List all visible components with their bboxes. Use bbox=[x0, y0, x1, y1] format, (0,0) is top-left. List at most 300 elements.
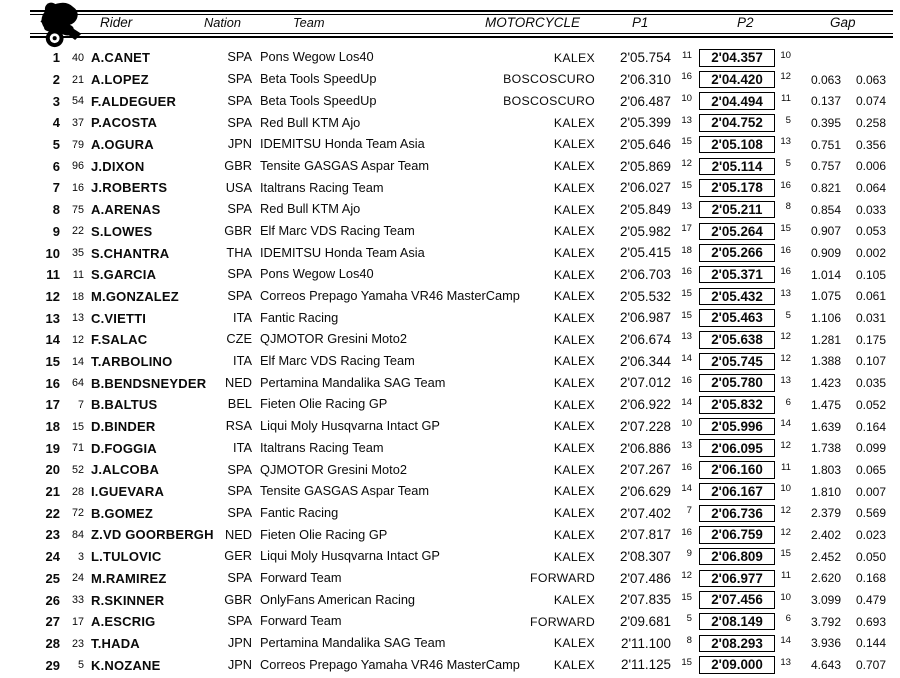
gap-leader-cell: 0.757 bbox=[810, 159, 841, 174]
position-cell: 22 bbox=[45, 505, 60, 521]
p2-laps-cell: 15 bbox=[780, 223, 791, 234]
motorcycle-cell: KALEX bbox=[553, 180, 595, 195]
team-cell: Red Bull KTM Ajo bbox=[260, 114, 361, 130]
result-row bbox=[2, 307, 891, 329]
team-cell: Fieten Olie Racing GP bbox=[260, 396, 388, 412]
team-cell: Forward Team bbox=[260, 569, 342, 585]
nation-cell: GBR bbox=[224, 222, 252, 238]
nation-cell: SPA bbox=[227, 569, 252, 585]
team-cell: Liqui Moly Husqvarna Intact GP bbox=[260, 418, 440, 434]
position-cell: 28 bbox=[45, 635, 60, 651]
nation-cell: SPA bbox=[227, 114, 252, 130]
team-cell: Elf Marc VDS Racing Team bbox=[260, 222, 415, 238]
rider-name-cell: T.ARBOLINO bbox=[91, 354, 173, 368]
rider-number-cell: 15 bbox=[71, 420, 84, 433]
gap-prev-cell: 0.035 bbox=[855, 376, 886, 391]
result-row bbox=[2, 589, 891, 611]
results-table bbox=[2, 47, 891, 676]
team-cell: Tensite GASGAS Aspar Team bbox=[260, 157, 430, 173]
p2-time-box bbox=[693, 244, 775, 262]
p1-laps-cell: 11 bbox=[682, 49, 692, 61]
p2-best-time: 2'05.463 bbox=[699, 309, 775, 327]
rider-name-cell: R.SKINNER bbox=[91, 593, 165, 607]
column-header-p1: P1 bbox=[632, 15, 649, 30]
position-cell: 15 bbox=[45, 353, 60, 369]
motorcycle-cell: KALEX bbox=[553, 224, 595, 239]
gap-prev-cell: 0.050 bbox=[855, 549, 886, 564]
rider-name-cell: A.CANET bbox=[91, 51, 151, 65]
p1-time-cell: 2'07.817 bbox=[620, 527, 671, 543]
rider-name-cell: J.ALCOBA bbox=[91, 463, 160, 477]
p2-laps-cell: 10 bbox=[780, 49, 791, 61]
nation-cell: BEL bbox=[227, 396, 252, 412]
result-row bbox=[2, 351, 891, 373]
position-cell: 26 bbox=[45, 592, 60, 608]
gap-leader-cell: 1.803 bbox=[810, 462, 841, 477]
motorcycle-cell: KALEX bbox=[553, 310, 595, 325]
result-row bbox=[2, 134, 891, 156]
team-cell: Pons Wegow Los40 bbox=[260, 266, 374, 282]
position-cell: 11 bbox=[46, 267, 60, 283]
header-top-rule-1 bbox=[30, 10, 893, 12]
p1-time-cell: 2'05.849 bbox=[620, 201, 671, 217]
p1-time-cell: 2'06.487 bbox=[620, 93, 671, 109]
position-cell: 16 bbox=[45, 375, 60, 391]
p2-best-time: 2'05.832 bbox=[699, 396, 775, 414]
p2-laps-cell: 6 bbox=[785, 396, 791, 408]
p1-laps-cell: 13 bbox=[681, 114, 692, 126]
p2-time-box bbox=[693, 92, 775, 110]
p2-laps-cell: 10 bbox=[780, 591, 791, 603]
position-cell: 6 bbox=[52, 158, 60, 174]
gap-prev-cell: 0.258 bbox=[855, 115, 886, 130]
p2-time-box bbox=[693, 331, 775, 349]
gap-leader-cell: 1.014 bbox=[810, 267, 841, 282]
rider-name-cell: A.ARENAS bbox=[91, 203, 161, 217]
rider-number-cell: 24 bbox=[71, 572, 84, 585]
p1-laps-cell: 12 bbox=[681, 570, 692, 581]
rider-number-cell: 14 bbox=[71, 355, 84, 368]
position-cell: 3 bbox=[52, 93, 60, 109]
motorcycle-cell: KALEX bbox=[553, 115, 595, 130]
p2-best-time: 2'05.114 bbox=[699, 158, 775, 176]
motorcycle-rider-icon bbox=[32, 0, 88, 48]
gap-leader-cell: 2.452 bbox=[810, 549, 841, 564]
p2-laps-cell: 12 bbox=[780, 71, 791, 83]
gap-leader-cell: 1.281 bbox=[810, 332, 841, 347]
p2-best-time: 2'05.108 bbox=[699, 136, 775, 154]
p1-laps-cell: 8 bbox=[686, 635, 692, 647]
gap-prev-cell: 0.033 bbox=[855, 202, 886, 217]
p1-time-cell: 2'07.486 bbox=[620, 570, 671, 586]
motorcycle-cell: KALEX bbox=[553, 332, 595, 347]
nation-cell: GER bbox=[224, 548, 252, 564]
result-row bbox=[2, 481, 891, 503]
p2-laps-cell: 12 bbox=[780, 504, 791, 516]
result-row bbox=[2, 546, 891, 568]
p1-time-cell: 2'06.310 bbox=[620, 71, 671, 87]
result-row bbox=[2, 459, 891, 481]
p2-laps-cell: 13 bbox=[780, 136, 791, 148]
p2-time-box bbox=[693, 635, 775, 653]
position-cell: 10 bbox=[45, 245, 60, 261]
p1-time-cell: 2'08.307 bbox=[620, 548, 671, 564]
p2-time-box bbox=[693, 158, 775, 176]
gap-prev-cell: 0.061 bbox=[855, 289, 886, 304]
nation-cell: SPA bbox=[227, 49, 252, 65]
result-row bbox=[2, 155, 891, 177]
p2-time-box bbox=[693, 396, 775, 414]
rider-name-cell: B.GOMEZ bbox=[91, 506, 154, 520]
rider-name-cell: L.TULOVIC bbox=[91, 550, 162, 564]
motorcycle-cell: KALEX bbox=[553, 289, 595, 304]
p2-laps-cell: 10 bbox=[780, 483, 791, 495]
team-cell: Fantic Racing bbox=[260, 309, 339, 325]
position-cell: 21 bbox=[45, 484, 60, 500]
p2-best-time: 2'06.167 bbox=[699, 483, 775, 501]
rider-name-cell: J.DIXON bbox=[91, 159, 145, 173]
p1-laps-cell: 15 bbox=[681, 179, 692, 191]
gap-leader-cell: 1.639 bbox=[810, 419, 841, 434]
p2-laps-cell: 12 bbox=[780, 439, 791, 451]
gap-leader-cell: 1.475 bbox=[810, 397, 841, 412]
gap-leader-cell: 3.792 bbox=[810, 614, 841, 629]
rider-number-cell: 79 bbox=[71, 138, 84, 151]
gap-prev-cell: 0.105 bbox=[855, 267, 886, 282]
position-cell: 27 bbox=[45, 614, 60, 630]
p1-time-cell: 2'06.886 bbox=[620, 440, 671, 456]
p2-time-box bbox=[693, 114, 775, 132]
p2-laps-cell: 13 bbox=[780, 288, 791, 300]
p2-time-box bbox=[693, 483, 775, 501]
gap-prev-cell: 0.065 bbox=[855, 462, 886, 477]
rider-number-cell: 52 bbox=[71, 464, 84, 476]
gap-leader-cell: 1.388 bbox=[810, 354, 841, 369]
p2-laps-cell: 5 bbox=[785, 114, 791, 126]
gap-prev-cell: 0.063 bbox=[855, 72, 886, 87]
p2-laps-cell: 5 bbox=[785, 157, 791, 169]
gap-leader-cell: 2.402 bbox=[810, 527, 841, 542]
result-row bbox=[2, 69, 891, 91]
p1-time-cell: 2'06.674 bbox=[620, 332, 671, 348]
position-cell: 5 bbox=[52, 137, 60, 153]
p1-laps-cell: 7 bbox=[686, 504, 692, 516]
motorcycle-cell: KALEX bbox=[553, 397, 595, 412]
p1-time-cell: 2'06.703 bbox=[620, 267, 671, 283]
rider-name-cell: F.SALAC bbox=[91, 333, 148, 347]
gap-prev-cell: 0.164 bbox=[855, 419, 886, 434]
position-cell: 24 bbox=[45, 549, 60, 565]
rider-number-cell: 40 bbox=[71, 51, 84, 64]
rider-number-cell: 96 bbox=[71, 160, 84, 173]
motorcycle-cell: KALEX bbox=[553, 202, 595, 217]
rider-name-cell: J.ROBERTS bbox=[91, 181, 168, 195]
team-cell: Correos Prepago Yamaha VR46 MasterCamp bbox=[260, 656, 520, 672]
p2-laps-cell: 14 bbox=[780, 635, 791, 647]
p2-time-box bbox=[693, 374, 775, 392]
p2-laps-cell: 16 bbox=[780, 179, 791, 191]
nation-cell: THA bbox=[226, 244, 252, 260]
p1-time-cell: 2'06.629 bbox=[620, 483, 671, 499]
motorcycle-cell: FORWARD bbox=[530, 614, 595, 629]
rider-name-cell: B.BENDSNEYDER bbox=[91, 376, 207, 390]
gap-prev-cell: 0.569 bbox=[855, 506, 886, 521]
gap-prev-cell: 0.074 bbox=[855, 94, 886, 109]
result-row bbox=[2, 568, 891, 590]
nation-cell: JPN bbox=[227, 635, 252, 650]
p2-time-box bbox=[693, 570, 775, 588]
gap-prev-cell: 0.099 bbox=[855, 441, 886, 456]
result-row bbox=[2, 199, 891, 221]
rider-number-cell: 5 bbox=[77, 659, 84, 672]
p1-laps-cell: 5 bbox=[686, 613, 692, 625]
motorcycle-cell: KALEX bbox=[553, 657, 595, 672]
position-cell: 1 bbox=[52, 50, 60, 66]
p2-time-box bbox=[693, 49, 775, 67]
team-cell: Forward Team bbox=[260, 613, 342, 629]
rider-name-cell: P.ACOSTA bbox=[91, 116, 158, 130]
p1-time-cell: 2'11.100 bbox=[621, 635, 671, 651]
p1-laps-cell: 15 bbox=[681, 656, 692, 668]
motorcycle-cell: KALEX bbox=[553, 462, 595, 477]
p2-time-box bbox=[693, 656, 775, 674]
result-row bbox=[2, 394, 891, 416]
p2-best-time: 2'05.638 bbox=[699, 331, 775, 349]
rider-name-cell: A.ESCRIG bbox=[91, 615, 156, 629]
rider-number-cell: 35 bbox=[71, 247, 84, 260]
rider-number-cell: 75 bbox=[71, 203, 84, 216]
gap-leader-cell: 2.379 bbox=[810, 506, 841, 521]
result-row bbox=[2, 524, 891, 546]
p2-time-box bbox=[693, 288, 775, 306]
rider-number-cell: 22 bbox=[71, 225, 84, 238]
motorcycle-cell: KALEX bbox=[553, 441, 595, 456]
p1-time-cell: 2'06.922 bbox=[620, 397, 671, 413]
team-cell: IDEMITSU Honda Team Asia bbox=[260, 136, 425, 152]
rider-name-cell: A.LOPEZ bbox=[91, 73, 149, 87]
gap-prev-cell: 0.168 bbox=[855, 571, 886, 586]
p1-laps-cell: 16 bbox=[681, 71, 692, 83]
p2-best-time: 2'05.371 bbox=[699, 266, 775, 284]
p2-time-box bbox=[693, 505, 775, 523]
p2-laps-cell: 5 bbox=[785, 309, 791, 321]
p2-best-time: 2'07.456 bbox=[699, 591, 775, 609]
nation-cell: SPA bbox=[227, 461, 252, 477]
result-row bbox=[2, 112, 891, 134]
team-cell: QJMOTOR Gresini Moto2 bbox=[260, 461, 407, 477]
rider-name-cell: D.BINDER bbox=[91, 420, 156, 434]
gap-prev-cell: 0.707 bbox=[855, 658, 886, 673]
gap-leader-cell: 0.907 bbox=[810, 224, 841, 239]
team-cell: Fieten Olie Racing GP bbox=[260, 526, 388, 542]
p1-laps-cell: 14 bbox=[681, 483, 692, 495]
p2-best-time: 2'05.266 bbox=[699, 244, 775, 262]
p2-time-box bbox=[693, 418, 775, 436]
p2-laps-cell: 13 bbox=[780, 656, 791, 668]
rider-name-cell: T.HADA bbox=[91, 636, 140, 650]
p2-time-box bbox=[693, 353, 775, 371]
position-cell: 2 bbox=[52, 72, 60, 88]
p2-best-time: 2'06.736 bbox=[699, 505, 775, 523]
team-cell: Correos Prepago Yamaha VR46 MasterCamp bbox=[260, 288, 520, 303]
nation-cell: USA bbox=[225, 179, 252, 195]
rider-number-cell: 72 bbox=[71, 507, 84, 520]
gap-prev-cell: 0.023 bbox=[855, 527, 886, 542]
p1-time-cell: 2'05.982 bbox=[620, 223, 671, 239]
team-cell: Fantic Racing bbox=[260, 504, 339, 520]
nation-cell: SPA bbox=[227, 266, 252, 282]
rider-name-cell: I.GUEVARA bbox=[91, 485, 165, 499]
p2-laps-cell: 16 bbox=[780, 266, 791, 278]
result-row bbox=[2, 242, 891, 264]
motorcycle-cell: KALEX bbox=[553, 50, 595, 65]
motorcycle-cell: KALEX bbox=[553, 267, 595, 282]
motorcycle-cell: BOSCOSCURO bbox=[503, 94, 595, 109]
p1-laps-cell: 16 bbox=[681, 266, 692, 278]
motorcycle-cell: KALEX bbox=[553, 636, 595, 651]
column-header-motorcycle: MOTORCYCLE bbox=[485, 15, 581, 30]
result-row bbox=[2, 47, 891, 69]
column-header-team: Team bbox=[293, 15, 325, 30]
p2-best-time: 2'08.293 bbox=[699, 635, 775, 653]
gap-prev-cell: 0.175 bbox=[855, 332, 886, 347]
nation-cell: ITA bbox=[233, 439, 252, 455]
p2-time-box bbox=[693, 223, 775, 241]
p1-time-cell: 2'07.267 bbox=[620, 462, 671, 478]
position-cell: 19 bbox=[45, 440, 60, 456]
nation-cell: RSA bbox=[225, 418, 252, 434]
p2-best-time: 2'05.996 bbox=[699, 418, 775, 436]
rider-name-cell: M.RAMIREZ bbox=[91, 571, 167, 585]
motorcycle-cell: KALEX bbox=[553, 549, 595, 564]
p1-time-cell: 2'09.681 bbox=[620, 614, 671, 630]
p2-laps-cell: 11 bbox=[781, 92, 791, 104]
motorcycle-cell: KALEX bbox=[553, 245, 595, 260]
motorcycle-cell: BOSCOSCURO bbox=[503, 72, 595, 87]
p1-laps-cell: 12 bbox=[681, 157, 692, 169]
rider-number-cell: 71 bbox=[71, 442, 84, 455]
team-cell: IDEMITSU Honda Team Asia bbox=[260, 244, 425, 260]
rider-name-cell: S.GARCIA bbox=[91, 268, 157, 282]
nation-cell: ITA bbox=[233, 309, 252, 325]
motorcycle-cell: KALEX bbox=[553, 376, 595, 390]
p2-best-time: 2'06.977 bbox=[699, 570, 775, 588]
gap-leader-cell: 3.936 bbox=[810, 636, 841, 651]
nation-cell: SPA bbox=[227, 92, 252, 108]
position-cell: 12 bbox=[45, 288, 60, 304]
rider-number-cell: 33 bbox=[71, 594, 84, 607]
p2-laps-cell: 11 bbox=[781, 570, 791, 581]
p2-time-box bbox=[693, 71, 775, 89]
rider-number-cell: 7 bbox=[77, 398, 84, 411]
gap-leader-cell: 4.643 bbox=[810, 658, 841, 673]
position-cell: 18 bbox=[45, 419, 60, 435]
p2-laps-cell: 12 bbox=[780, 353, 791, 365]
header-top-rule-2 bbox=[30, 14, 893, 16]
p2-laps-cell: 14 bbox=[780, 418, 791, 430]
p2-laps-cell: 6 bbox=[785, 613, 791, 625]
rider-number-cell: 13 bbox=[71, 312, 84, 325]
team-cell: Pertamina Mandalika SAG Team bbox=[260, 635, 446, 650]
gap-prev-cell: 0.693 bbox=[855, 614, 886, 629]
position-cell: 14 bbox=[45, 332, 60, 348]
p2-time-box bbox=[693, 461, 775, 479]
nation-cell: GBR bbox=[224, 157, 252, 173]
rider-number-cell: 18 bbox=[71, 290, 84, 303]
result-row bbox=[2, 264, 891, 286]
gap-leader-cell: 0.909 bbox=[810, 246, 841, 261]
p1-laps-cell: 15 bbox=[681, 288, 692, 300]
p1-time-cell: 2'05.399 bbox=[620, 115, 671, 131]
nation-cell: SPA bbox=[227, 483, 252, 499]
position-cell: 25 bbox=[45, 570, 60, 586]
p2-best-time: 2'05.211 bbox=[699, 201, 775, 219]
gap-leader-cell: 1.423 bbox=[810, 376, 841, 391]
nation-cell: SPA bbox=[227, 613, 252, 629]
team-cell: Liqui Moly Husqvarna Intact GP bbox=[260, 548, 440, 564]
p1-time-cell: 2'11.125 bbox=[621, 657, 671, 673]
p2-best-time: 2'06.759 bbox=[699, 526, 775, 544]
p2-time-box bbox=[693, 201, 775, 219]
gap-leader-cell: 0.395 bbox=[810, 115, 841, 130]
gap-leader-cell: 0.821 bbox=[810, 180, 841, 195]
rider-number-cell: 37 bbox=[71, 117, 84, 129]
nation-cell: JPN bbox=[227, 136, 252, 152]
result-row bbox=[2, 329, 891, 351]
p1-laps-cell: 18 bbox=[681, 244, 692, 256]
p1-time-cell: 2'06.027 bbox=[620, 180, 671, 196]
p1-time-cell: 2'07.012 bbox=[620, 375, 671, 391]
nation-cell: CZE bbox=[226, 331, 252, 347]
team-cell: Pons Wegow Los40 bbox=[260, 49, 374, 65]
p1-time-cell: 2'07.835 bbox=[620, 592, 671, 608]
motorcycle-cell: KALEX bbox=[553, 419, 595, 434]
gap-prev-cell: 0.002 bbox=[855, 246, 886, 261]
rider-name-cell: S.CHANTRA bbox=[91, 246, 170, 260]
gap-prev-cell: 0.031 bbox=[855, 311, 886, 326]
motorcycle-cell: FORWARD bbox=[530, 571, 595, 586]
column-header-gap: Gap bbox=[830, 15, 856, 30]
p2-laps-cell: 13 bbox=[780, 374, 791, 386]
p2-time-box bbox=[693, 526, 775, 544]
p1-laps-cell: 15 bbox=[681, 309, 692, 321]
p2-time-box bbox=[693, 309, 775, 327]
team-cell: Beta Tools SpeedUp bbox=[260, 71, 377, 87]
position-cell: 8 bbox=[52, 202, 60, 218]
rider-name-cell: F.ALDEGUER bbox=[91, 94, 177, 108]
result-row bbox=[2, 611, 891, 633]
rider-name-cell: S.LOWES bbox=[91, 224, 153, 238]
p1-laps-cell: 16 bbox=[681, 461, 692, 473]
p2-best-time: 2'04.494 bbox=[699, 92, 775, 110]
result-row bbox=[2, 502, 891, 524]
p2-best-time: 2'04.357 bbox=[699, 49, 775, 67]
rider-name-cell: K.NOZANE bbox=[91, 658, 161, 672]
p2-best-time: 2'06.095 bbox=[699, 439, 775, 457]
gap-prev-cell: 0.107 bbox=[855, 354, 886, 369]
p1-time-cell: 2'05.415 bbox=[620, 245, 671, 261]
p1-time-cell: 2'05.869 bbox=[620, 158, 671, 174]
team-cell: Tensite GASGAS Aspar Team bbox=[260, 483, 430, 499]
p2-best-time: 2'09.000 bbox=[699, 656, 775, 674]
p1-time-cell: 2'05.646 bbox=[620, 136, 671, 152]
gap-prev-cell: 0.052 bbox=[855, 397, 886, 412]
p2-time-box bbox=[693, 613, 775, 631]
header-bottom-rule-1 bbox=[30, 33, 893, 35]
p1-laps-cell: 16 bbox=[681, 526, 692, 538]
position-cell: 23 bbox=[45, 527, 60, 543]
rider-number-cell: 17 bbox=[71, 615, 84, 628]
